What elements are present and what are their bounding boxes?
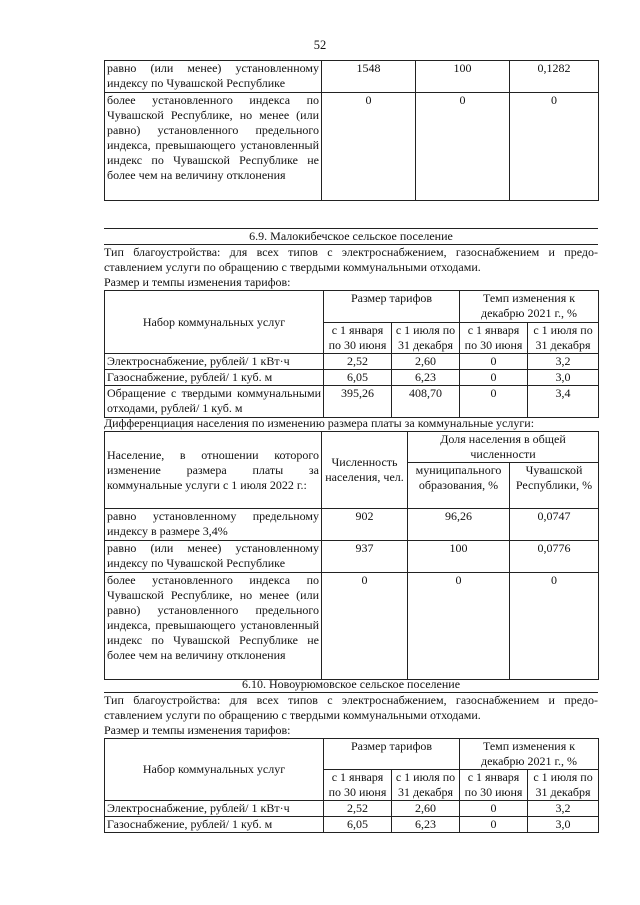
municipal-share: 100 [408, 541, 510, 573]
column-header-tariff-size: Размер тарифов [324, 739, 460, 770]
republic-share: 0,0776 [510, 541, 599, 573]
column-header-tariff-size: Размер тарифов [324, 291, 460, 323]
tariff-table [104, 738, 599, 833]
differentiation-table [104, 431, 599, 680]
rate-value: 0 [460, 386, 528, 418]
municipal-share: 0 [408, 573, 510, 680]
table-row [105, 541, 599, 573]
improvement-type-line: Тип благоустройства: для всех типов с электроснабжением, газоснабжением и предо- [104, 693, 598, 707]
republic-share: 0,1282 [510, 61, 599, 93]
tariff-value: 2,52 [324, 354, 392, 370]
republic-share: 0,0747 [510, 509, 599, 541]
tariff-intro: Размер и темпы изменения тарифов: [104, 723, 291, 737]
subheader-jan: с 1 января по 30 июня [460, 323, 528, 354]
subheader-jul: с 1 июля по 31 декабря [528, 323, 599, 354]
service-name: Электроснабжение, рублей/ 1 кВт·ч [105, 354, 324, 370]
column-header-population: Население, в отношении которого изменение размера платы за коммунальные услуги с 1 июля 2022 г.: [105, 432, 322, 509]
population-count: 1548 [322, 61, 416, 93]
section-title: 6.10. Новоурюмовское сельское поселение [241, 677, 461, 691]
population-count: 0 [322, 93, 416, 201]
improvement-type-line: ставлением услуги по обращению с твердыми коммунальными отходами. [104, 708, 481, 722]
differentiation-intro: Дифференциация населения по изменению размера платы за коммунальные услуги: [104, 416, 535, 430]
column-header-change-rate: Темп изменения к декабрю 2021 г., % [460, 739, 599, 770]
population-count: 937 [322, 541, 408, 573]
rate-value: 0 [460, 817, 528, 833]
row-label: равно (или менее) установленному индексу по Чувашской Республике [105, 541, 322, 573]
subheader-municipal: муниципального образования, % [408, 463, 510, 509]
page-number: 52 [313, 38, 327, 52]
row-label: более установленного индекса по Чувашской Республике, но менее (или равно) установленного предельного индекса, превышающего установленный индекс по Чувашской Республике не более чем на величину отклонения [105, 573, 322, 680]
tariff-value: 2,52 [324, 801, 392, 817]
tariff-value: 6,23 [392, 817, 460, 833]
table-row [105, 817, 599, 833]
tariff-value: 6,05 [324, 817, 392, 833]
section-title: 6.9. Малокибечское сельское поселение [249, 229, 453, 243]
rate-value: 3,0 [528, 817, 599, 833]
tariff-value: 2,60 [392, 801, 460, 817]
subheader-jan: с 1 января по 30 июня [324, 323, 392, 354]
tariff-value: 6,23 [392, 370, 460, 386]
row-label: более установленного индекса по Чувашской Республике, но менее (или равно) установленного предельного индекса, превышающего установленный индекс по Чувашской Республике не более чем на величину отклонения [105, 93, 322, 201]
municipal-share: 100 [416, 61, 510, 93]
service-name: Электроснабжение, рублей/ 1 кВт·ч [105, 801, 324, 817]
tariff-intro: Размер и темпы изменения тарифов: [104, 275, 291, 289]
table-row [105, 93, 599, 201]
column-header-service: Набор коммунальных услуг [105, 739, 324, 801]
municipal-share: 0 [416, 93, 510, 201]
column-header-count: Численность населения, чел. [322, 432, 408, 509]
tariff-value: 2,60 [392, 354, 460, 370]
table-row [105, 386, 599, 418]
tariff-value: 408,70 [392, 386, 460, 418]
rate-value: 3,4 [528, 386, 599, 418]
tariff-value: 6,05 [324, 370, 392, 386]
tariff-table [104, 290, 599, 418]
service-name: Газоснабжение, рублей/ 1 куб. м [105, 817, 324, 833]
improvement-type-line: Тип благоустройства: для всех типов с электроснабжением, газоснабжением и предо- [104, 245, 598, 259]
rate-value: 3,2 [528, 354, 599, 370]
table-row [105, 61, 599, 93]
row-label: равно (или менее) установленному индексу по Чувашской Республике [105, 61, 322, 93]
column-header-share: Доля населения в общей численности [408, 432, 599, 463]
subheader-jul: с 1 июля по 31 декабря [528, 770, 599, 801]
subheader-jan: с 1 января по 30 июня [324, 770, 392, 801]
subheader-republic: Чувашской Республики, % [510, 463, 599, 509]
republic-share: 0 [510, 93, 599, 201]
subheader-jul: с 1 июля по 31 декабря [392, 770, 460, 801]
service-name: Газоснабжение, рублей/ 1 куб. м [105, 370, 324, 386]
rate-value: 0 [460, 801, 528, 817]
population-count: 0 [322, 573, 408, 680]
improvement-type-line: ставлением услуги по обращению с твердыми коммунальными отходами. [104, 260, 481, 274]
row-label: равно установленному предельному индексу в размере 3,4% [105, 509, 322, 541]
top-differentiation-table [104, 60, 599, 201]
service-name: Обращение с твердыми коммунальными отходами, рублей/ 1 куб. м [105, 386, 324, 418]
rate-value: 3,0 [528, 370, 599, 386]
table-row [105, 573, 599, 680]
municipal-share: 96,26 [408, 509, 510, 541]
rate-value: 3,2 [528, 801, 599, 817]
rate-value: 0 [460, 354, 528, 370]
subheader-jul: с 1 июля по 31 декабря [392, 323, 460, 354]
rate-value: 0 [460, 370, 528, 386]
tariff-value: 395,26 [324, 386, 392, 418]
republic-share: 0 [510, 573, 599, 680]
table-row [105, 370, 599, 386]
table-row [105, 509, 599, 541]
column-header-change-rate: Темп изменения к декабрю 2021 г., % [460, 291, 599, 323]
table-row [105, 801, 599, 817]
subheader-jan: с 1 января по 30 июня [460, 770, 528, 801]
population-count: 902 [322, 509, 408, 541]
column-header-service: Набор коммунальных услуг [105, 291, 324, 354]
table-row [105, 354, 599, 370]
